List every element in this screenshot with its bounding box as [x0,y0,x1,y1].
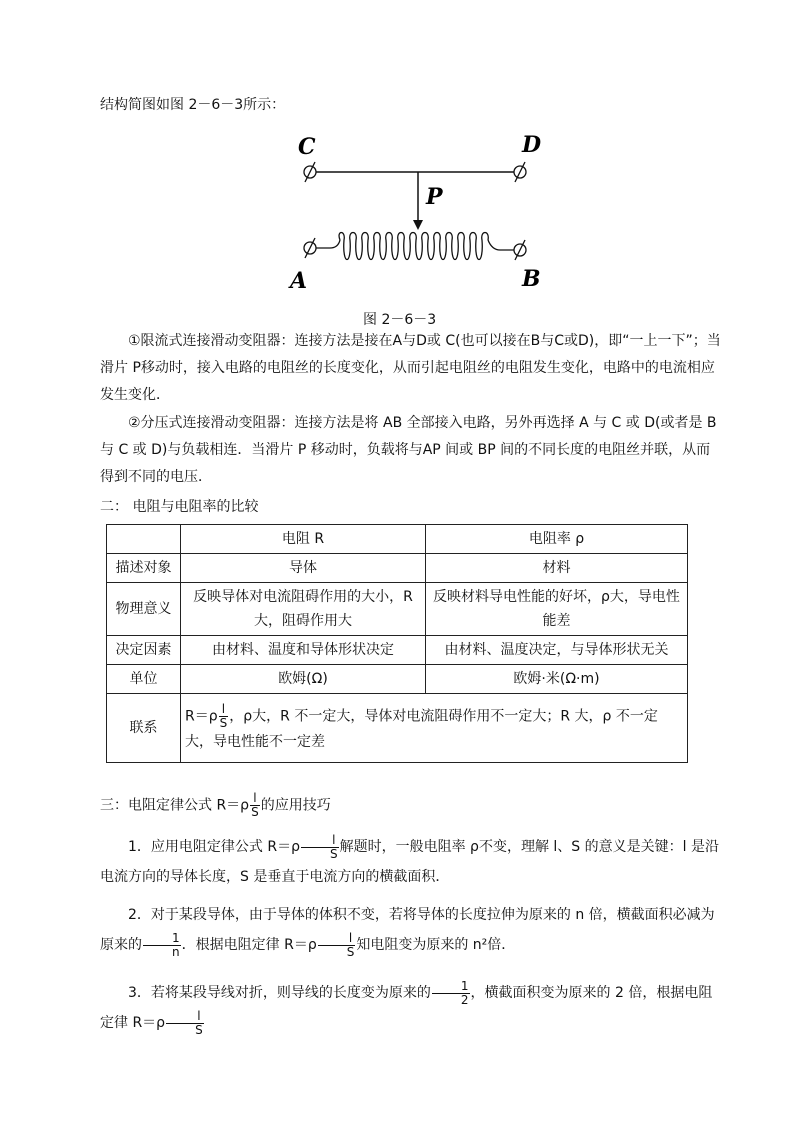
fraction-denominator: S [346,944,355,959]
resistivity-cell: 反映材料导电性能的好坏，ρ大，导电性能差 [426,583,688,636]
coil-icon [310,233,520,260]
terminal-d-icon [514,162,526,182]
section-3-fraction [250,792,260,819]
fraction-numerator: l [301,834,339,848]
resistivity-cell: 欧姆·米(Ω·m) [426,665,688,694]
section-3-title [100,792,331,819]
link-formula-prefix: R＝ρ [185,708,218,724]
intro-text: 结构简图如图 2－6－3所示： [100,97,286,113]
fraction-denominator: S [195,1022,203,1037]
item-1-prefix: 1．应用电阻定律公式 R＝ρ [128,839,300,855]
item-2-fraction-1 [143,932,181,959]
label-p: P [426,184,443,210]
item-1 [100,832,722,892]
link-text: ，ρ大，R 不一定大，导体对电流阻碍作用不一定大；R 大，ρ 不一定大，导电性能不一定差 [185,708,658,750]
section-3-suffix: 的应用技巧 [260,797,331,814]
table-header-row [107,525,688,554]
resistivity-cell: 由材料、温度决定，与导体形状无关 [426,636,688,665]
terminal-a-icon [304,238,316,258]
label-b: B [522,266,541,292]
row-label: 决定因素 [107,636,181,665]
row-label: 描述对象 [107,554,181,583]
link-cell [181,694,688,763]
row-label: 物理意义 [107,583,181,636]
item-2-suffix: 知电阻变为原来的 n²倍． [356,937,516,953]
table-header-cell: 电阻 R [181,525,426,554]
resistance-cell: 欧姆(Ω) [181,665,426,694]
row-label: 单位 [107,665,181,694]
paragraph-voltage-divider: ②分压式连接滑动变阻器：连接方法是将 AB 全部接入电路，另外再选择 A 与 C 或 D(或者是 B 与 C 或 D)与负载相连．当滑片 P 移动时，负载将与AP 间或 BP 间的不同长度的电阻丝并联，从而得到不同的电压． [100,415,717,485]
slider-p-arrow [413,172,423,230]
fraction-denominator: 2 [460,992,469,1007]
fraction-numerator: l [250,792,260,806]
item-2 [100,900,722,960]
item-2-line1: 2．对于某段导体，由于导体的体积不变，若将导体的长度拉伸为原来的 n 倍，横截面积必减为原来的 [100,907,715,953]
section-2-title: 二： 电阻与电阻率的比较 [100,499,259,515]
item-3-prefix: 3．若将某段导线对折，则导线的长度变为原来的 [128,985,431,1001]
item-1-suffix: 解题时，一般电阻率 ρ不变，理解 l、S 的意义是关键：l 是沿电流方向的导体长度，S 是垂直于电流方向的横截面积． [100,839,719,885]
table-row [107,665,688,694]
resistance-cell: 导体 [181,554,426,583]
fraction-denominator: S [219,715,228,730]
resistance-cell: 由材料、温度和导体形状决定 [181,636,426,665]
section-3-prefix: 三：电阻定律公式 R＝ρ [100,797,250,814]
item-3-fraction-2 [166,1010,204,1037]
fraction-denominator: S [329,846,338,861]
comparison-table [106,524,688,763]
fraction-numerator: 1 [143,932,181,946]
label-c: C [298,134,316,160]
fraction-numerator: 1 [432,980,470,994]
item-3 [100,978,722,1038]
item-3-fraction-1 [432,980,470,1007]
label-d: D [522,132,542,158]
table-header-cell: 电阻率 ρ [426,525,688,554]
item-2-fraction-2 [318,932,356,959]
fraction-numerator: l [219,703,229,717]
terminal-c-icon [304,162,316,182]
label-a: A [290,268,308,294]
table-header-cell [107,525,181,554]
rheostat-diagram [280,126,560,296]
fraction-numerator: l [166,1010,204,1024]
fraction-numerator: l [318,932,356,946]
fraction-denominator: S [251,805,259,819]
paragraph-current-limiting: ①限流式连接滑动变阻器：连接方法是接在A与D或 C(也可以接在B与C或D)，即“一上一下”；当滑片 P移动时，接入电路的电阻丝的长度变化，从而引起电阻丝的电阻发生变化，电路中的电流相应发生变化． [100,333,721,403]
resistivity-cell: 材料 [426,554,688,583]
figure-caption: 图 2－6－3 [363,312,437,328]
item-3-mid: ，横截面积变为原来的 2 倍，根据电阻定律 R＝ρ [100,985,713,1031]
table-row [107,583,688,636]
table-row [107,694,688,763]
item-1-fraction [301,834,339,861]
fraction-denominator: n [172,944,180,959]
item-2-mid: ．根据电阻定律 R＝ρ [181,937,317,953]
table-row [107,554,688,583]
resistance-cell: 反映导体对电流阻碍作用的大小，R 大，阻碍作用大 [181,583,426,636]
row-label: 联系 [107,694,181,763]
terminal-b-icon [514,240,526,260]
table-row [107,636,688,665]
link-fraction [219,703,229,730]
